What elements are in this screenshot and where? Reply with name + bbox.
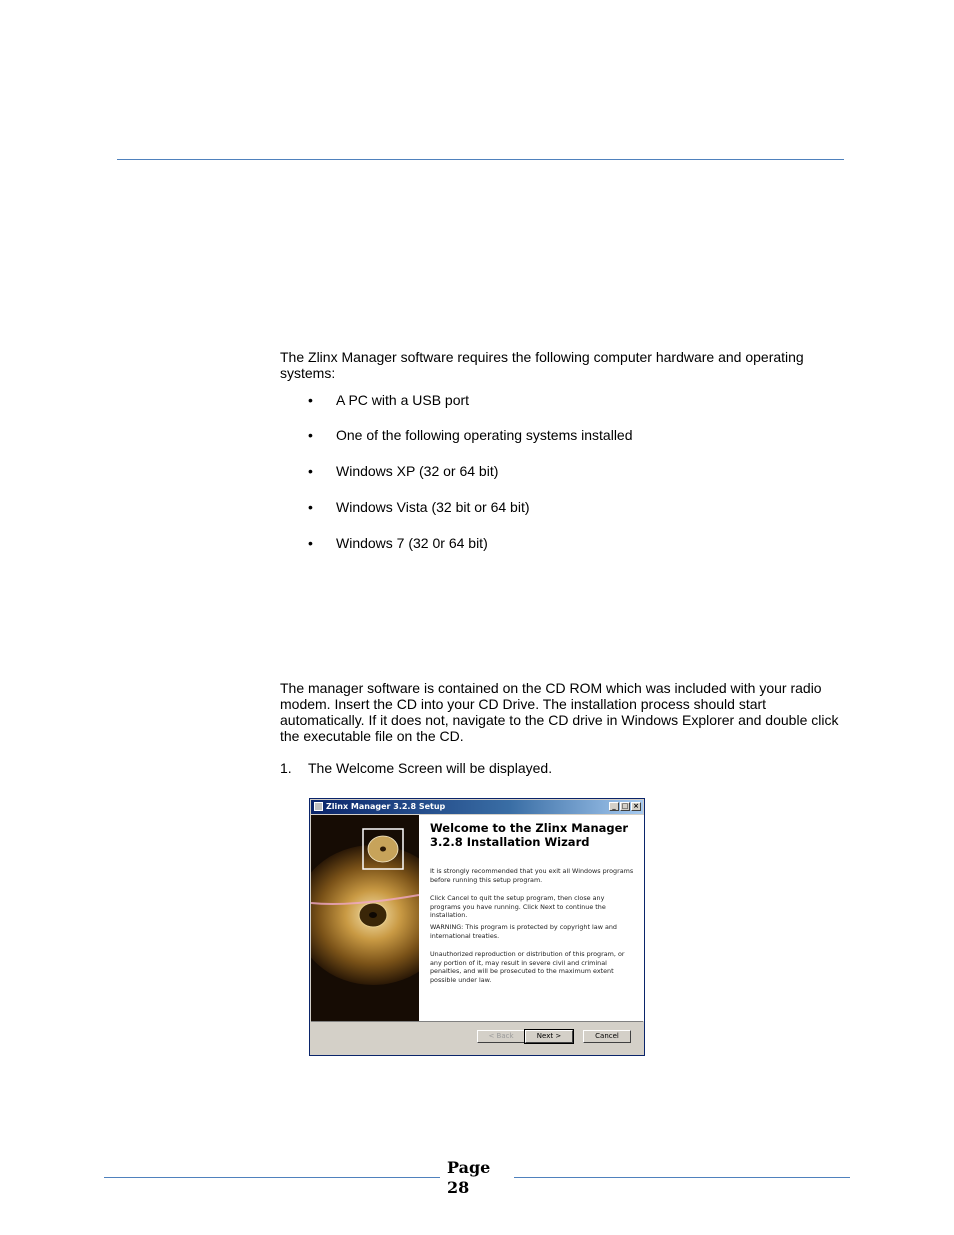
wizard-paragraph: WARNING: This program is protected by copyright law and international treaties. [430,923,617,940]
wizard-heading: Welcome to the Zlinx Manager 3.2.8 Installation Wizard [430,821,629,849]
header-rule [117,159,844,160]
requirement-text: A PC with a USB port [336,392,470,408]
step-number: 1. [280,760,292,776]
dialog-titlebar [311,800,643,814]
maximize-icon: □ [621,802,629,810]
cd-disc-icon [311,815,419,1021]
wizard-paragraph: Click Cancel to quit the setup program, then close any programs you have running. Click Next to continue the installation. [430,894,606,920]
setup-wizard-screenshot [309,798,645,1056]
wizard-content [419,815,644,1021]
requirements-intro: The Zlinx Manager software requires the following computer hardware and operating systems: [280,349,804,381]
footer-rule-left [104,1177,440,1178]
page-label: Page [447,1158,491,1177]
requirement-text: Windows 7 (32 0r 64 bit) [336,535,488,551]
requirement-text: Windows Vista (32 bit or 64 bit) [336,499,530,515]
bullet-icon: • [308,535,313,551]
requirement-text: Windows XP (32 or 64 bit) [336,463,499,479]
step-text: The Welcome Screen will be displayed. [308,760,553,776]
footer-rule-right [514,1177,850,1178]
bullet-icon: • [308,392,313,408]
wizard-paragraph: Unauthorized reproduction or distribution of this program, or any portion of it, may result in severe civil and criminal penalties, and will be prosecuted to the maximum extent possible under law. [430,950,625,984]
dialog-title: Zlinx Manager 3.2.8 Setup [326,802,446,811]
install-intro: The manager software is contained on the CD ROM which was included with your radio modem. Insert the CD into your CD Drive. The installation process should start automatically. If it does not, navigate to the CD drive in Windows Explorer and double click the executable file on the CD. [280,680,839,744]
page-footer [447,1158,490,1198]
bullet-icon: • [308,427,313,443]
cancel-button: Cancel [583,1030,631,1043]
bullet-icon: • [308,499,313,515]
back-button: < Back [477,1030,525,1043]
next-button: Next > [525,1030,573,1043]
wizard-paragraph: It is strongly recommended that you exit all Windows programs before running this setup program. [430,867,634,884]
page-number: 28 [447,1178,470,1197]
button-separator [311,1021,643,1022]
installer-icon [314,802,323,811]
cd-artwork-image [311,815,419,1021]
bullet-icon: • [308,463,313,479]
requirement-text: One of the following operating systems installed [336,427,633,443]
close-icon: × [631,802,641,811]
minimize-icon: _ [609,802,619,811]
